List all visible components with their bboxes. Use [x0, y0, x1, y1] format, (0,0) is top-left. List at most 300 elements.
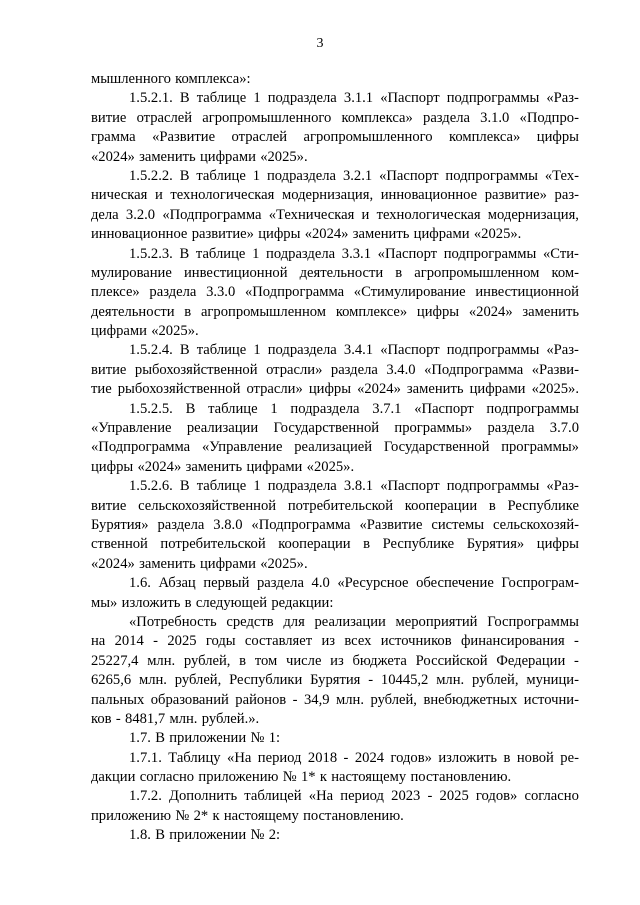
word: цифры — [536, 129, 579, 146]
text-line — [91, 148, 579, 167]
text-line — [91, 245, 579, 264]
word: таблицей — [244, 788, 302, 805]
text-line — [91, 283, 579, 302]
word: заменить — [139, 555, 196, 572]
word: подраздела — [267, 478, 337, 495]
word: таблице — [196, 478, 247, 495]
word: программы» — [394, 420, 473, 437]
text-line — [91, 361, 579, 380]
word: Федерации — [496, 652, 566, 669]
word: 3.2.0 — [125, 206, 156, 223]
word: комплексе» — [335, 303, 408, 320]
word: Бурятия» — [466, 536, 525, 553]
word: модернизация, — [281, 187, 374, 204]
text-line — [91, 594, 579, 613]
word: инновационное — [380, 187, 478, 204]
text-line — [91, 322, 579, 341]
word: источников — [380, 633, 452, 650]
word: рублей, — [370, 691, 417, 708]
word: 8481,7 — [125, 710, 166, 727]
text-line — [91, 264, 579, 283]
word: цифры — [416, 303, 460, 320]
word: 1.5.2.3. — [129, 245, 173, 262]
word: согласно — [524, 788, 579, 805]
word: - — [574, 652, 579, 669]
word: подраздела — [266, 245, 336, 262]
word: реализации — [186, 420, 259, 437]
word: кооперации — [404, 497, 478, 514]
word: «Паспорт — [377, 245, 438, 262]
word: подпрограммы — [486, 400, 579, 417]
text-line — [91, 749, 579, 768]
word: таблице — [196, 90, 247, 107]
word: изложить — [438, 749, 498, 766]
word: витие — [91, 497, 127, 514]
word: раздела — [149, 284, 197, 301]
word: подраздела — [266, 167, 337, 184]
word: 1 — [253, 342, 261, 359]
word: согласно — [139, 769, 195, 786]
word: комплекса»: — [175, 71, 251, 87]
word: раздела — [487, 420, 535, 437]
word: «2024» — [468, 303, 513, 320]
word: 1 — [253, 478, 261, 495]
word: «На — [227, 749, 252, 766]
word: бюджета — [352, 652, 407, 669]
word: ственной — [91, 536, 148, 553]
word: 3.1.0 — [480, 109, 510, 126]
word: 1.5.2.1. — [129, 90, 173, 107]
word: всех — [344, 633, 372, 650]
word: обеспечение — [416, 575, 494, 592]
word: «2025». — [531, 381, 579, 398]
word: образований — [150, 691, 229, 708]
word: технологическая — [376, 206, 481, 223]
word: Республике — [507, 497, 579, 514]
word: и — [154, 187, 163, 204]
word: - — [368, 672, 374, 689]
word: 3.3.1 — [341, 245, 371, 262]
text-line — [91, 341, 579, 360]
word: цифрами — [199, 555, 256, 572]
word: № — [250, 730, 265, 747]
word: млн. — [147, 652, 176, 669]
word: подпрограммы — [446, 90, 540, 107]
word: 2018 — [307, 749, 338, 766]
word: витие — [91, 109, 127, 126]
word: Республики — [229, 672, 303, 689]
word: грамма — [91, 129, 136, 146]
word: «2024» — [91, 555, 135, 572]
word: Государственной — [273, 420, 380, 437]
text-line — [91, 70, 579, 89]
text-line — [91, 458, 579, 477]
word: агропромышленного — [202, 109, 332, 126]
word: таблице — [196, 167, 246, 184]
word: «2025». — [260, 148, 308, 165]
text-line — [91, 671, 579, 690]
word: «2024» — [137, 458, 182, 475]
word: технологическая — [170, 187, 275, 204]
word: к — [212, 807, 220, 824]
word: «Тех- — [544, 167, 579, 184]
word: «Управление — [91, 420, 172, 437]
word: приложении — [169, 730, 247, 747]
word: из — [330, 652, 344, 669]
word: приложении — [169, 827, 247, 844]
text-line — [91, 303, 579, 322]
word: в — [395, 264, 403, 281]
word: потребительской — [287, 497, 394, 514]
word: 1.5.2.2. — [129, 167, 173, 184]
word: числе — [286, 652, 322, 669]
word: «Раз- — [546, 90, 579, 107]
word: цифры — [258, 226, 301, 243]
word: цифрами — [469, 381, 526, 398]
word: системы — [431, 516, 485, 533]
word: подпрограммы — [446, 478, 540, 495]
word: приложению — [91, 807, 172, 824]
text-line — [91, 167, 579, 186]
word: «Потребность — [129, 613, 217, 630]
word: Госпрограммы — [487, 613, 579, 630]
word: развитие» — [484, 187, 547, 204]
word: «Подпрограмма — [244, 284, 345, 301]
word: 1.6. — [129, 575, 151, 592]
word: и — [361, 206, 370, 223]
word: комплекса» — [341, 109, 413, 126]
word: «Раз- — [546, 342, 579, 359]
word: мышленного — [91, 71, 171, 87]
word: отраслей — [136, 109, 193, 126]
word: «2024» — [91, 148, 135, 165]
word: Госпрограм- — [501, 575, 579, 592]
word: раздела — [330, 361, 378, 378]
word: «Развитие — [152, 129, 216, 146]
text-line — [91, 419, 579, 438]
word: «2025». — [473, 226, 522, 243]
word: дакции — [91, 769, 136, 786]
word: настоящему — [331, 769, 407, 786]
text-line — [91, 225, 579, 244]
word: «2025». — [151, 323, 199, 340]
word: приложению — [198, 769, 279, 786]
word: В — [155, 730, 165, 747]
word: 25227,4 — [91, 652, 139, 669]
word: агропромышленного — [303, 129, 433, 146]
word: «Раз- — [546, 478, 579, 495]
word: таблице — [208, 400, 258, 417]
word: 3.3.0 — [206, 284, 236, 301]
word: сельскохозяй- — [492, 516, 579, 533]
word: 3.4.0 — [386, 361, 416, 378]
word: «2025». — [306, 458, 355, 475]
word: 10445,2 — [380, 672, 429, 689]
word: ническая — [91, 187, 148, 204]
word: деятельности — [91, 303, 175, 320]
word: 3.8.1 — [343, 478, 374, 495]
word: таблице — [195, 245, 246, 262]
word: 2: — [268, 827, 281, 844]
word: 34,9 — [304, 691, 330, 708]
word: агропромышленном — [414, 264, 540, 281]
word: тие — [91, 381, 112, 398]
word: «Управление — [201, 439, 283, 456]
word: средств — [226, 613, 274, 630]
word: заменить — [352, 226, 410, 243]
word: - — [153, 633, 159, 650]
word: «2024» — [304, 226, 349, 243]
word: «Ресурсное — [337, 575, 409, 592]
word: инвестиционной — [475, 284, 579, 301]
word: 1 — [253, 90, 261, 107]
word: «Паспорт — [379, 167, 439, 184]
text-line — [91, 438, 579, 457]
word: № — [175, 807, 190, 824]
word: агропромышленном — [200, 303, 327, 320]
word: подраздела — [267, 342, 337, 359]
word: к — [319, 769, 327, 786]
word: составляет — [244, 633, 313, 650]
word: «Развитие — [359, 516, 423, 533]
word: отраслей — [231, 129, 288, 146]
word: годы — [205, 633, 236, 650]
word: рыбохозяйственной — [134, 361, 258, 378]
word: 4.0 — [311, 575, 330, 592]
word: районов — [235, 691, 287, 708]
word: рублей, — [174, 672, 222, 689]
text-line — [91, 729, 579, 748]
word: первый — [203, 575, 250, 592]
text-line — [91, 807, 579, 826]
text-line — [91, 380, 579, 399]
word: рублей.». — [201, 710, 260, 727]
word: внебюджетных — [423, 691, 518, 708]
word: В — [179, 478, 190, 495]
word: 1.7. — [129, 730, 151, 747]
word: цифрами — [199, 148, 256, 165]
word: 2024 — [354, 749, 385, 766]
text-line — [91, 652, 579, 671]
text-line — [91, 555, 579, 574]
text-line — [91, 186, 579, 205]
word: № — [282, 769, 297, 786]
text-line — [91, 109, 579, 128]
page-number: 3 — [316, 36, 324, 51]
word: заменить — [406, 381, 464, 398]
word: мы» — [91, 594, 118, 611]
word: раздела — [157, 516, 205, 533]
word: - — [427, 788, 433, 805]
word: Дополнить — [169, 788, 238, 805]
word: 3.8.0 — [213, 516, 243, 533]
word: отрасли» — [246, 381, 303, 398]
text-line — [91, 128, 579, 147]
word: Республике — [382, 536, 455, 553]
word: 2023 — [391, 788, 421, 805]
word: новой — [516, 749, 554, 766]
text-line — [91, 535, 579, 554]
word: раздела — [257, 575, 304, 592]
word: заменить — [139, 148, 196, 165]
word: 3.7.0 — [549, 420, 579, 437]
word: цифрами — [413, 226, 470, 243]
word: Таблицу — [168, 749, 221, 766]
word: - — [115, 710, 121, 727]
word: 6265,6 — [91, 672, 132, 689]
word: подраздела — [267, 90, 337, 107]
word: раздела — [423, 109, 470, 126]
word: сельскохозяйственной — [138, 497, 277, 514]
word: «2025». — [260, 555, 308, 572]
word: цифрами — [246, 458, 303, 475]
word: в — [239, 652, 247, 669]
word: «Подпро- — [519, 109, 579, 126]
word: 1.5.2.6. — [129, 478, 173, 495]
word: в — [503, 749, 511, 766]
word: 1 — [252, 245, 260, 262]
word: редакции: — [271, 594, 334, 611]
word: подраздела — [290, 400, 360, 417]
word: цифры — [536, 536, 579, 553]
word: комплекса» — [449, 129, 521, 146]
text-line — [91, 632, 579, 651]
text-line — [91, 768, 579, 787]
word: годов» — [475, 788, 518, 805]
word: муници- — [526, 672, 579, 689]
word: кооперации — [278, 536, 351, 553]
word: В — [185, 400, 196, 417]
word: источни- — [523, 691, 579, 708]
word: В — [179, 90, 190, 107]
word: в — [488, 497, 496, 514]
word: Государственной — [383, 439, 490, 456]
word: 1* — [300, 769, 316, 786]
word: заменить — [522, 303, 579, 320]
word: «Паспорт — [414, 400, 474, 417]
text-line — [91, 826, 579, 845]
text-line — [91, 574, 579, 593]
word: реализации — [314, 613, 386, 630]
word: рыбохозяйственной — [117, 381, 241, 398]
word: в — [184, 594, 192, 611]
word: 1: — [268, 730, 281, 747]
word: подпрограммы — [445, 167, 538, 184]
word: 2014 — [114, 633, 144, 650]
word: млн. — [169, 710, 198, 727]
word: В — [179, 342, 190, 359]
word: «Паспорт — [380, 342, 440, 359]
word: «2024» — [357, 381, 401, 398]
word: из — [321, 633, 336, 650]
word: инвестиционной — [183, 264, 288, 281]
word: цифрами — [91, 323, 147, 340]
word: рублей, — [183, 652, 231, 669]
word: постановлению. — [303, 807, 404, 824]
word: настоящему — [223, 807, 299, 824]
word: ре- — [560, 749, 579, 766]
word: инновационное — [91, 226, 188, 243]
word: период — [257, 749, 302, 766]
text-line — [91, 691, 579, 710]
word: дела — [91, 206, 119, 223]
word: мероприятий — [395, 613, 478, 630]
word: 2025 — [439, 788, 469, 805]
word: таблице — [196, 342, 247, 359]
text-line — [91, 787, 579, 806]
word: «Подпрограмма — [251, 516, 351, 533]
word: 2025 — [167, 633, 197, 650]
text-line — [91, 206, 579, 225]
word: 1.5.2.4. — [129, 342, 173, 359]
word: финансирования — [460, 633, 565, 650]
word: 3.4.1 — [343, 342, 374, 359]
word: мулирование — [91, 264, 172, 281]
word: - — [574, 633, 579, 650]
word: модернизация, — [487, 206, 579, 223]
word: «Подпрограмма — [424, 361, 524, 378]
word: период — [340, 788, 384, 805]
word: 1.8. — [129, 827, 151, 844]
word: витие — [91, 361, 127, 378]
word: «На — [308, 788, 334, 805]
word: млн. — [336, 691, 364, 708]
text-line — [91, 400, 579, 419]
word: ков — [91, 710, 112, 727]
text-line — [91, 516, 579, 535]
word: заменить — [185, 458, 243, 475]
word: для — [283, 613, 305, 630]
word: цифры — [308, 381, 352, 398]
word: подпрограммы — [446, 342, 540, 359]
text-line — [91, 710, 579, 729]
word: «Паспорт — [380, 478, 440, 495]
word: 3.2.1 — [342, 167, 373, 184]
word: млн. — [138, 672, 167, 689]
word: - — [343, 749, 349, 766]
word: пальных — [91, 691, 145, 708]
word: следующей — [195, 594, 268, 611]
word: - — [292, 691, 298, 708]
word: Абзац — [158, 575, 196, 592]
word: рублей, — [472, 672, 519, 689]
word: на — [91, 633, 106, 650]
text-line — [91, 89, 579, 108]
word: 1 — [270, 400, 278, 417]
word: в — [363, 536, 371, 553]
word: деятельности — [299, 264, 384, 281]
word: «Техническая — [268, 206, 355, 223]
word: потребительской — [160, 536, 266, 553]
text-line — [91, 613, 579, 632]
word: в — [184, 303, 192, 320]
word: постановлению. — [410, 769, 512, 786]
word: Бурятия» — [91, 516, 149, 533]
word: «Стимулирование — [353, 284, 466, 301]
word: реализацией — [294, 439, 373, 456]
word: подпрограммы — [443, 245, 537, 262]
word: 1.5.2.5. — [129, 400, 173, 417]
word: В — [179, 245, 190, 262]
word: отрасли» — [266, 361, 323, 378]
word: 1 — [252, 167, 261, 184]
word: 3.7.1 — [372, 400, 402, 417]
word: В — [155, 827, 165, 844]
word: № — [250, 827, 265, 844]
word: цифры — [91, 458, 134, 475]
word: 3.1.1 — [343, 90, 374, 107]
word: «Подпрограмма — [91, 439, 191, 456]
